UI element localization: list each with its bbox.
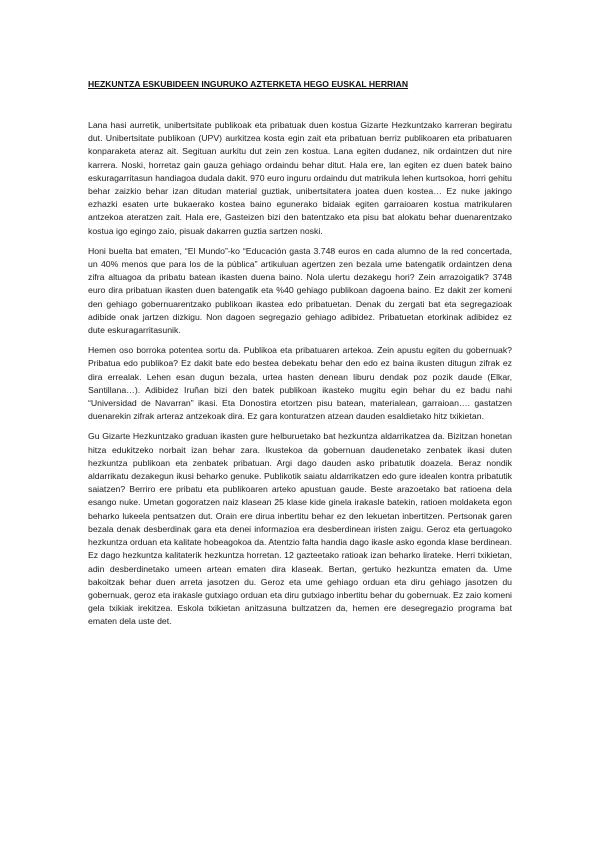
paragraph-2: Honi buelta bat ematen, “El Mundo”-ko “Educación gasta 3.748 euros en cada alumno de la red concertada, un 40% menos que para los de la pública” artikuluan agertzen zen bezala ume batengatik ordaintzen dena zifra altuagoa da pribatu batean ikasten duena baino. Nola ulertu dezakegu hori? Zein arrazoigatik? 3748 euro dira pribatuan ikasten duen batengatik eta %40 gehiago publikoan dagoena baino. Ez dakit zer komeni den gehiago gobernuarentzako publikoan ikastea edo pribatuetan. Denak du zergati bat eta segregazioak adibide onak jartzen dizkigu. Non dagoen segregazio gehiago adibidez. Pribatuetan etorkinak adibidez ez dute eskuragarritasunik. xyxy=(88,245,512,336)
document-body xyxy=(88,119,512,636)
paragraph-1: Lana hasi aurretik, unibertsitate publikoak eta pribatuak duen kostua Gizarte Hezkuntzako karreran begiratu dut. Unibertsitate publikoan (UPV) aurkitzea kosta egin zait eta pribatuan berriz publikoaren eta pribatuaren konparaketa ateraz ait. Segituan aurkitu dut zein zen kostua. Lana egiten dudanez, nik ordaintzen dut nire karrera. Noski, horretaz gain gauza gehiago ordaindu behar ditut. Hala ere, lan egiten ez duen batek baino eskuragarritasun handiagoa dudala dakit. 970 euro inguru ordaindu dut matrikula lehen kurtsokoa, horri gehitu behar zaizkio behar izan ditudan material guztiak, unibertsitatera joatea duen kostea… Ez nuke jakingo ezhazki esaten urte bukaerako kostea baino egunerako bidaiak egiten garraioaren kostua matrikularen antzekoa ateratzen zait. Hala ere, Gasteizen bizi den batentzako eta pisu bat alokatu behar duenarentzako kostua igo egingo zaio, pisuak dakarren guztia sartzen noski. xyxy=(88,120,512,236)
document-title: HEZKUNTZA ESKUBIDEEN INGURUKO AZTERKETA HEGO EUSKAL HERRIAN xyxy=(88,79,409,89)
paragraph-4: Gu Gizarte Hezkuntzako graduan ikasten gure helburuetako bat hezkuntza aldarrikatzea da. Bizitzan honetan hitza edukitzeko norbait izan behar zara. Ikustekoa da gobernuan daudenetako zenbatek ikasi duten hezkuntza publikoan eta zenbatek pribatuan. Argi dago dauden asko pribatutik doazela. Beraz nondik aldarrikatu dezakegun ikusi beharko genuke. Publikotik saiatu aldarrikatzen edo gure idealen kontra pribatutik saiatzen? Berriro ere pribatu eta publikoaren arteko apustuan gaude. Beste arazoetako bat ratioena dela esango nuke. Umetan gogoratzen naiz klasean 25 klase kide ginela irakasle batekin, ratioen moldaketa egon beharko lukeela pentsatzen dut. Orain ere dirua inbertitu behar ez den lekuetan inbertitzen. Pertsonak garen bezala denak desberdinak gara eta denei informazioa era desberdinean iristen zaigu. Geroz eta gertuagoko hezkuntza orduan eta kalitate hobeagokoa da. Atentzio falta handia dago ikasle asko egonda klase berdinean. Ez dago hezkuntza kalitaterik hezkuntza horretan. 12 gazteetako ratioak izan beharko lirateke. Herri txikietan, adin desberdinetako umeen artean ematen dira klaseak. Bertan, gertuko hezkuntza ematen da. Ume bakoitzak behar duen arreta jasotzen du. Geroz eta ume gehiago orduan eta diru gehiago jasotzen du gobernuak, geroz eta irakasle gutxiago orduan eta diru gutxiago inbertitu behar du gobernuak. Ez zaio komeni gela txikiak irekitzea. Eskola txikietan anitzasuna bultzatzen da, hemen ere desegregazio programa bat ematen dela uste det. xyxy=(88,431,512,627)
paragraph-3: Hemen oso borroka potentea sortu da. Publikoa eta pribatuaren artekoa. Zein apustu egiten du gobernuak? Pribatua edo publikoa? Ez dakit bate edo bestea debekatu behar den edo ez baina ikusten ditugun zifrak ez dira errealak. Lehen esan dugun bezala, urtea hasten denean liburu dendak poz pozik daude (Elkar, Santillana…). Adibidez Iruñan bizi den batek publikoan ikasteko mugitu egin behar du ez badu nahi “Universidad de Navarran” ikasi. Eta Donostira etortzen pisu batean, materialean, garraioan…. gastatzen duenarekin zifrak arteraz antzekoak dira. Ez gara konturatzen atzean dauden esaldietako hitz txikietan. xyxy=(88,345,512,422)
